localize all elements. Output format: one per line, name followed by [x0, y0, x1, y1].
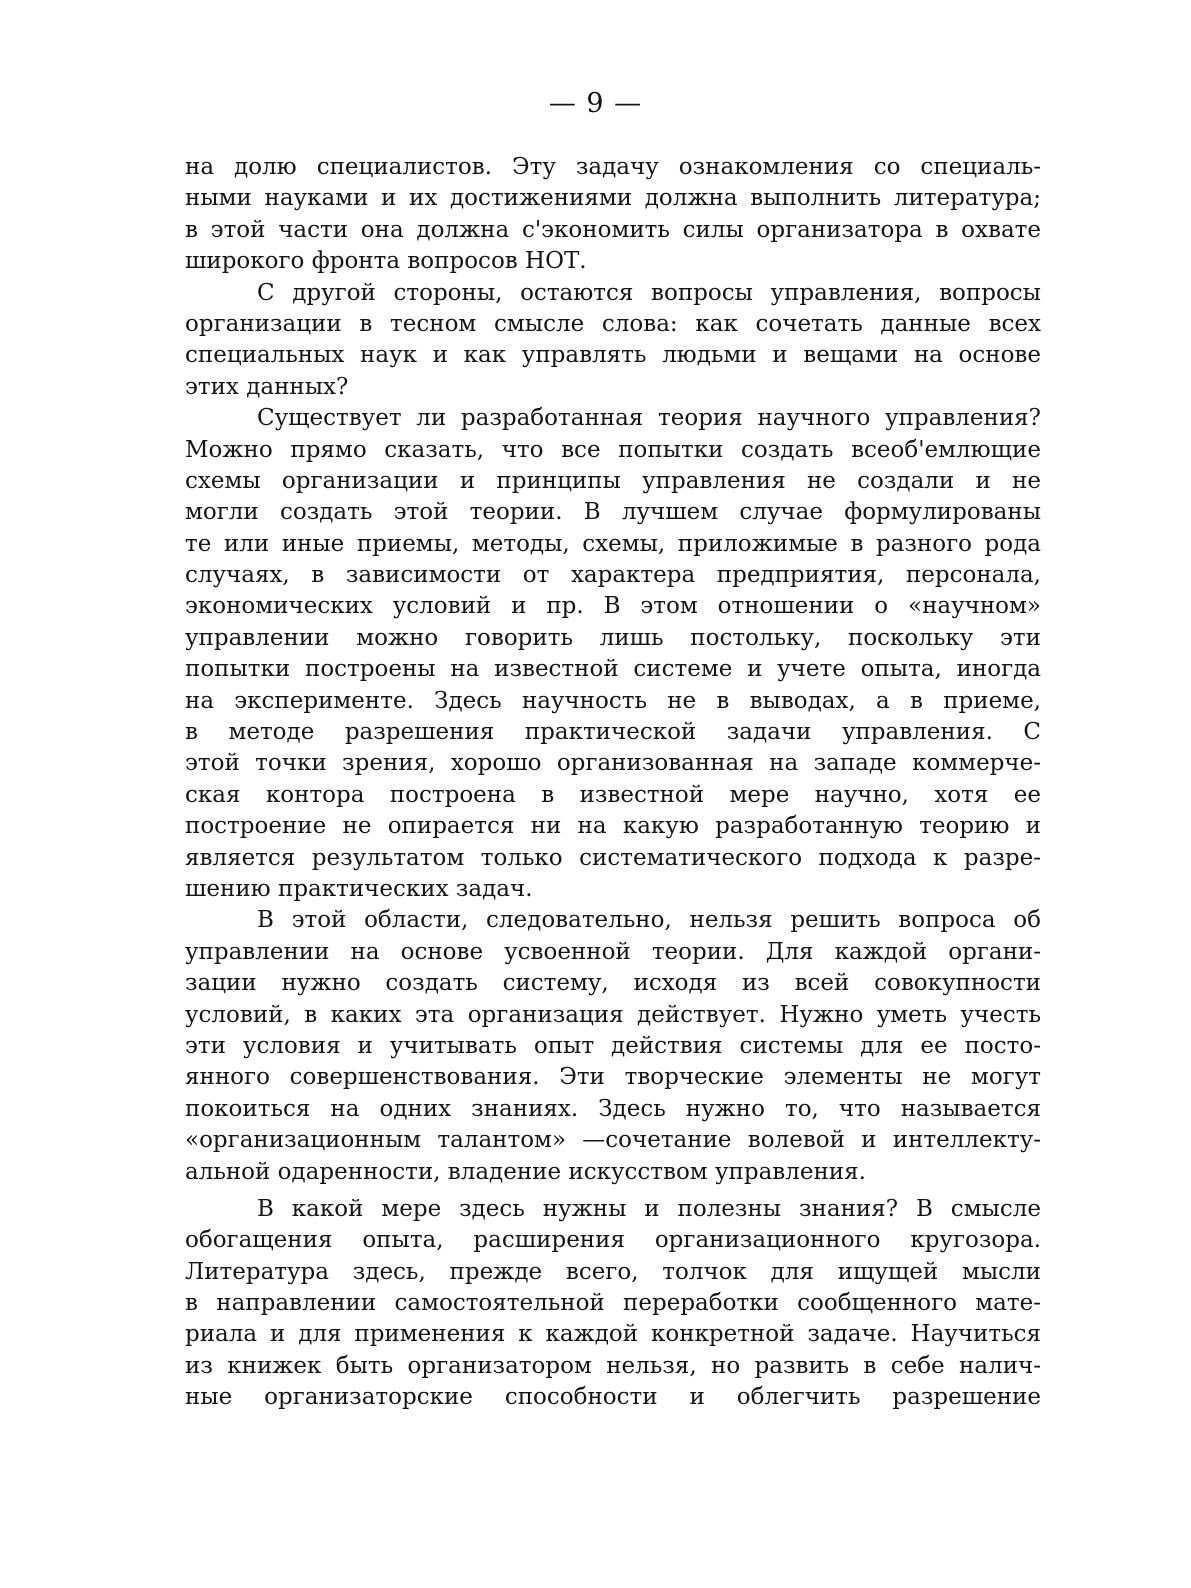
paragraph-1: [185, 152, 1041, 278]
text-line: те или иные приемы, методы, схемы, приложимые в разного рода: [185, 530, 1041, 557]
text-line: могли создать этой теории. В лучшем случае формулированы: [185, 499, 1041, 526]
text-line: покоиться на одних знаниях. Здесь нужно то, что называется: [185, 1095, 1041, 1122]
text-line: этих данных?: [185, 373, 349, 400]
text-line: янного совершенствования. Эти творческие элементы не могут: [185, 1064, 1041, 1091]
text-line: риала и для применения к каждой конкретной задаче. Научиться: [185, 1321, 1041, 1348]
text-line: этой точки зрения, хорошо организованная на западе коммерче-: [185, 750, 1041, 777]
paragraph-2: [185, 278, 1041, 404]
paragraph-4: [185, 905, 1041, 1188]
text-line: Литература здесь, прежде всего, толчок для ищущей мысли: [185, 1258, 1041, 1285]
text-line: организации в тесном смысле слова: как сочетать данные всех: [185, 310, 1041, 337]
text-line: в этой части она должна с'экономить силы организатора в охвате: [185, 216, 1041, 243]
text-line: специальных наук и как управлять людьми и вещами на основе: [185, 342, 1041, 369]
text-line: является результатом только систематического подхода к разре-: [185, 844, 1041, 871]
text-line: построение не опирается ни на какую разработанную теорию и: [185, 813, 1041, 840]
text-line: ными науками и их достижениями должна выполнить литература;: [185, 185, 1041, 212]
text-line: В какой мере здесь нужны и полезны знания? В смысле: [257, 1195, 1041, 1222]
text-line: управлении можно говорить лишь постольку, поскольку эти: [185, 624, 1041, 651]
page-number: — 9 —: [548, 88, 643, 119]
text-line: ные организаторские способности и облегчить разрешение: [185, 1384, 1041, 1411]
text-line: в направлении самостоятельной переработки сообщенного мате-: [185, 1290, 1041, 1317]
text-line: обогащения опыта, расширения организационного кругозора.: [185, 1227, 1041, 1254]
text-line: эти условия и учитывать опыт действия системы для ее посто-: [185, 1032, 1041, 1059]
text-line: попытки построены на известной системе и учете опыта, иногда: [185, 656, 1041, 683]
text-line: ская контора построена в известной мере научно, хотя ее: [185, 781, 1041, 808]
text-line: экономических условий и пр. В этом отношении о «научном»: [185, 593, 1041, 620]
body-text: [185, 152, 1041, 1414]
text-line: В этой области, следовательно, нельзя решить вопроса об: [257, 907, 1041, 934]
text-line: случаях, в зависимости от характера предприятия, персонала,: [185, 562, 1041, 589]
text-line: условий, в каких эта организация действует. Нужно уметь учесть: [185, 1001, 1041, 1028]
text-line: схемы организации и принципы управления не создали и не: [185, 467, 1041, 494]
text-line: на долю специалистов. Эту задачу ознакомления со специаль-: [185, 154, 1041, 180]
text-line: альной одаренности, владение искусством управления.: [185, 1158, 866, 1185]
text-line: на эксперименте. Здесь научность не в выводах, а в приеме,: [185, 687, 1041, 714]
text-line: широкого фронта вопросов НОТ.: [185, 248, 587, 275]
paragraph-3: [185, 403, 1041, 905]
text-line: управлении на основе усвоенной теории. Для каждой органи-: [185, 938, 1041, 965]
text-line: в методе разрешения практической задачи управления. С: [185, 719, 1041, 746]
text-line: Существует ли разработанная теория научного управления?: [257, 405, 1041, 432]
text-line: из книжек быть организатором нельзя, но развить в себе налич-: [185, 1352, 1041, 1379]
text-line: шению практических задач.: [185, 875, 533, 902]
text-line: Можно прямо сказать, что все попытки создать всеоб'емлющие: [185, 436, 1041, 463]
paragraph-5: [185, 1194, 1041, 1414]
text-line: зации нужно создать систему, исходя из всей совокупности: [185, 970, 1041, 997]
text-line: С другой стороны, остаются вопросы управления, вопросы: [257, 279, 1041, 306]
text-line: «организационным талантом» —сочетание волевой и интеллекту-: [185, 1127, 1041, 1154]
